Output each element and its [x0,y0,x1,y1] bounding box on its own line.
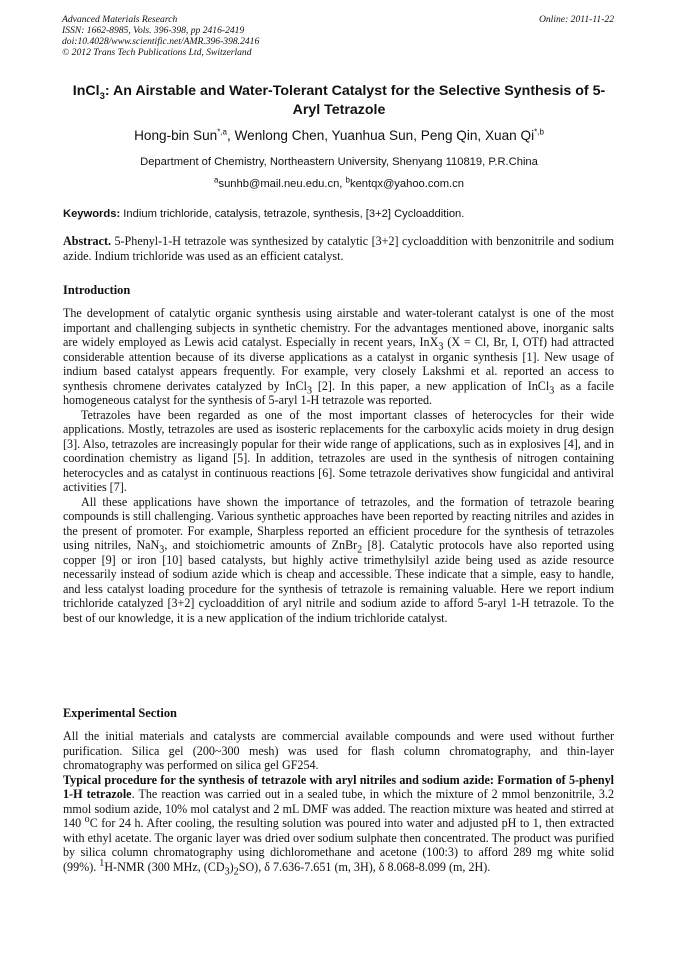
author-name: Hong-bin Sun [134,128,218,143]
subscript: 3 [306,384,313,396]
superscript: 1 [99,857,105,869]
paragraph: Tetrazoles have been regarded as one of the most important classes of heterocycles for their wide applications. Mostly, tetrazoles are used as isosteric replacements for the carboxylic acids moiety in drug design [3]. Also, tetrazoles are increasingly popular for their wide range of applications, such as in explosives [4], and in coordination chemistry as ligand [5]. In addition, tetrazoles are used in the synthesis of nitrogen containing heterocycles and as catalyst in continuous reactions [6]. Some tetrazole derivatives show fungicidal and antiviral activities [7]. [63,407,614,494]
paragraph [63,306,614,408]
issn-line: ISSN: 1662-8985, Vols. 396-398, pp 2416-2419 [62,25,245,36]
text: ) [229,859,234,874]
section-heading: Experimental Section [63,706,177,720]
title-text-rest: : An Airstable and Water-Tolerant Catalyst for the Selective Synthesis of 5-Aryl Tetrazole [104,83,606,118]
copyright-line: © 2012 Trans Tech Publications Ltd, Switzerland [62,47,252,58]
text: . The reaction was carried out in a sealed tube, in which the mixture of 2 mmol benzonitrile, 3.2 mmol sodium azide, 10% mol catalyst and 2 mL DMF was added. The reaction mixture was heated and stirred at 140 [63,787,615,830]
subscript: 2 [357,544,363,556]
experimental-body [63,729,615,877]
author-list [60,128,618,143]
paragraph: All the initial materials and catalysts are commercial available compounds and were used without further purification. Silica gel (200~300 mesh) was used for flash column chromatography, and thin-layer chromatography was performed on silica gel GF254. [63,729,614,772]
text: [8]. Catalytic protocols have also reported using copper [9] or iron [10] based catalysts, but highly active trimethylsilyl azide being used as azide resource necessarily instead of sodium azide which is cheap and accessible. These indicate that a simple, easy to handle, and less catalyst loading procedure for the synthesis of tetrazole is remaining valuable. Here we report indium trichloride catalyzed [3+2] cycloaddition of aryl nitrile and sodium azide to afford 5-aryl 1-H tetrazole. To the best of our knowledge, it is a new application of the indium trichloride catalyst. [63,538,615,625]
text: , and stoichiometric amounts of ZnBr [164,538,358,552]
text: (X = Cl, Br, I, OTf) had attracted considerable attention because of its diverse applications as a catalyst in organic synthesis [1]. New usage of indium based catalyst appears frequently. For example, very closely Lakshmi et al. reported an access to synthesis chromene derivates catalyzed by InCl [63,335,614,393]
author-names: , Wenlong Chen, Yuanhua Sun, Peng Qin, Xuan Qi [227,128,535,143]
title-subscript: 3 [99,90,105,102]
paragraph [63,495,614,626]
journal-header [62,14,259,58]
paper-title [60,82,618,120]
abstract [63,234,614,263]
text: [2]. In this paper, a new application of InCl [312,378,550,393]
abstract-label: Abstract. [63,234,112,248]
author-marker: *,b [534,127,544,137]
paragraph [63,773,614,875]
keywords-text: Indium trichloride, catalysis, tetrazole, synthesis, [3+2] Cycloaddition. [120,208,465,220]
email-marker: a [214,175,219,185]
online-date: Online: 2011-11-22 [538,14,614,25]
subscript: 3 [549,384,555,396]
text: as a facile homogeneous catalyst for the synthesis of 5-aryl 1-H tetrazole was reported. [63,378,614,407]
title-text: InCl [72,83,100,99]
subscript: 3 [224,865,230,877]
text: H-NMR (300 MHz, (CD [104,859,225,874]
author-marker: *,a [217,127,228,137]
keywords [63,208,615,220]
journal-name: Advanced Materials Research [62,14,178,25]
affiliation: Department of Chemistry, Northeastern University, Shenyang 110819, P.R.China [140,156,538,168]
subscript: 2 [233,865,239,877]
text: C for 24 h. After cooling, the resulting solution was poured into water and adjusted pH to 1, then extracted with ethyl acetate. The organic layer was dried over sodium sulphate then concentrated. The product was purified by silica column chromatography using dichloromethane and acetone (100:3) to afford 289 mg white solid (99%). [63,816,614,874]
keywords-label: Keywords: [63,208,121,220]
intro-body [63,306,614,625]
text: SO), δ 7.636-7.651 (m, 3H), δ 8.068-8.099 (m, 2H). [238,859,491,874]
email-line [60,175,618,190]
email-link[interactable]: kentqx@yahoo.com.cn [349,178,464,190]
subscript: 3 [438,341,444,353]
superscript: o [84,813,90,825]
text: The development of catalytic organic synthesis using airstable and water-tolerant catalyst is one of the most important and challenging subjects in synthetic chemistry. For the advantages mentioned above, inorganic salts are widely employed as Lewis acid catalyst. Especially in recent years, InX [63,306,614,349]
procedure-heading: Typical procedure for the synthesis of tetrazole with aryl nitriles and sodium azide: Formation of 5-phenyl 1-H tetrazole [63,772,614,801]
doi-line: doi:10.4028/www.scientific.net/AMR.396-398.2416 [62,36,260,47]
subscript: 3 [159,544,165,556]
text: All these applications have shown the importance of tetrazoles, and the formation of tetrazole bearing compounds is still challenging. Various synthetic approaches have been reported by reacting nitriles and azides in the present of promoter. For example, Sharpless reported an efficient procedure for the synthesis of tetrazoles using nitriles, NaN [63,494,614,552]
abstract-text: 5-Phenyl-1-H tetrazole was synthesized by catalytic [3+2] cycloaddition with benzonitrile and sodium azide. Indium trichloride was used as an efficient catalyst. [63,234,614,263]
section-heading: Introduction [63,283,131,297]
email-marker: b [345,175,350,185]
email-link[interactable]: sunhb@mail.neu.edu.cn, [218,178,346,190]
